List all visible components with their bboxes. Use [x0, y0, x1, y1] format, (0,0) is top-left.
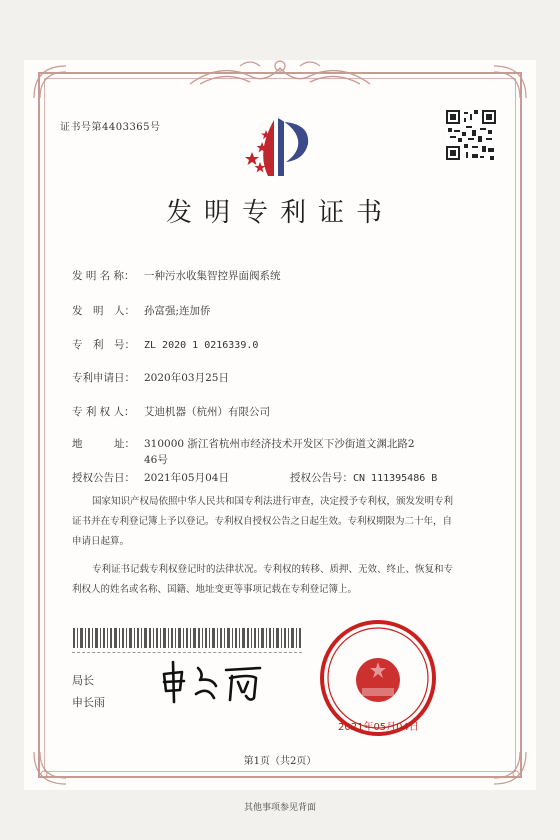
- inventor-row: [72, 303, 211, 318]
- paragraph-line: 证书并在专利登记簿上予以登记。专利权自授权公告之日起生效。专利权期限为二十年，自: [72, 516, 453, 527]
- barcode-icon: [73, 628, 301, 648]
- paragraph-line: 国家知识产权局依照中华人民共和国专利法进行审查，决定授予专利权，颁发发明专利: [92, 496, 454, 507]
- corner-ornament-icon: [30, 62, 70, 102]
- top-ornament-icon: [180, 56, 380, 90]
- patentee-value: 艾迪机器（杭州）有限公司: [144, 406, 270, 418]
- filing-date-value: 2020年03月25日: [144, 372, 229, 384]
- invention-name-label: 发 明 名 称：: [72, 270, 135, 282]
- invention-name-row: [72, 268, 281, 283]
- seal-date: 2021年05月04日: [338, 722, 419, 733]
- certificate-title: 发明专利证书: [165, 198, 394, 228]
- address-row: [72, 436, 415, 451]
- legal-status-paragraph: [72, 560, 488, 600]
- filing-date-row: [72, 370, 229, 385]
- certificate-inner-border: [44, 78, 516, 772]
- director-name: 申长雨: [72, 696, 105, 709]
- page-number: 第1页（共2页）: [243, 756, 317, 767]
- address-value-line1: 310000 浙江省杭州市经济技术开发区下沙街道文渊北路2: [144, 438, 415, 450]
- cnipa-logo-icon: [238, 112, 322, 182]
- inventor-label: 发 明 人：: [72, 305, 135, 317]
- handwritten-signature: [160, 656, 280, 706]
- qr-code-icon: [446, 110, 496, 160]
- patentee-label: 专 利 权 人：: [72, 406, 135, 418]
- corner-ornament-icon: [490, 62, 530, 102]
- grant-number-row: [290, 470, 437, 485]
- paragraph-line: 利权人的姓名或名称、国籍、地址变更等事项记载在专利登记簿上。: [72, 584, 358, 595]
- inventor-value: 孙富强;连加侨: [144, 305, 211, 317]
- divider-line: [72, 652, 302, 653]
- filing-date-label: 专利申请日：: [72, 372, 135, 384]
- grant-date-label: 授权公告日：: [72, 472, 135, 484]
- patentee-row: [72, 404, 270, 419]
- patent-number-value: ZL 2020 1 0216339.0: [144, 340, 259, 351]
- patent-number-label: 专 利 号：: [72, 339, 135, 351]
- grant-statement-paragraph: [72, 492, 488, 552]
- paragraph-line: 专利证书记载专利权登记时的法律状况。专利权的转移、质押、无效、终止、恢复和专: [92, 564, 454, 575]
- grant-date-value: 2021年05月04日: [144, 472, 229, 484]
- certificate-number: 证书号第4403365号: [60, 122, 161, 133]
- paragraph-line: 申请日起算。: [72, 536, 130, 547]
- invention-name-value: 一种污水收集智控界面阀系统: [144, 270, 281, 282]
- director-title: 局长: [72, 674, 94, 687]
- patent-number-row: [72, 337, 258, 352]
- grant-date-row: [72, 470, 229, 485]
- footer-note: 其他事项参见背面: [243, 803, 316, 813]
- address-value-line2: 46号: [144, 454, 168, 466]
- address-label: 地 址：: [72, 438, 135, 450]
- grant-number-value: CN 111395486 B: [353, 473, 438, 484]
- grant-number-label: 授权公告号：: [290, 472, 353, 484]
